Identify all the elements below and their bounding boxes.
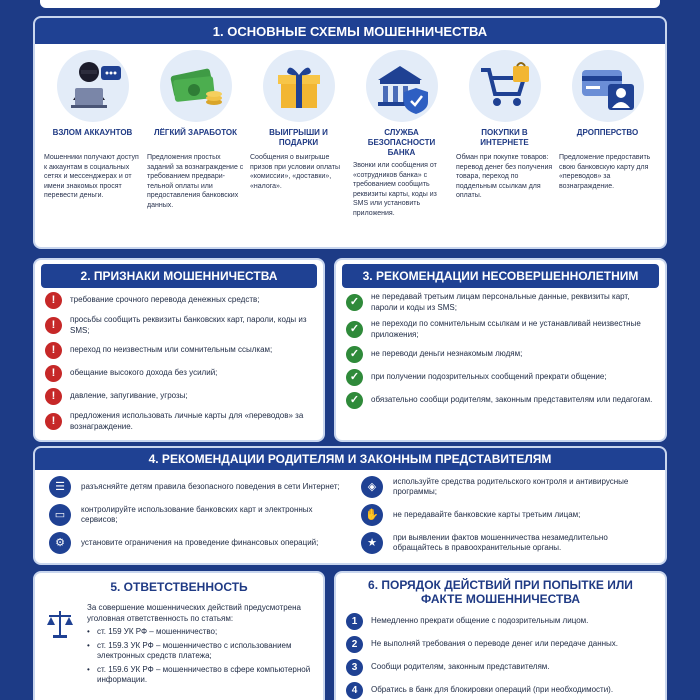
step-text: Сообщи родителям, законным представителям. [371, 662, 550, 672]
list-item [45, 365, 315, 382]
recommendations-list [346, 292, 657, 415]
list-item [45, 315, 315, 336]
step-number: 1 [346, 613, 363, 630]
schemes-row [41, 50, 659, 218]
parents-right-column [361, 476, 655, 560]
article-item: • ст. 159 УК РФ – мошенничество; [87, 627, 315, 638]
bank-shield-icon [366, 50, 438, 122]
scheme-title: ВЗЛОМ АККАУНТОВ [52, 128, 133, 137]
scheme-item [247, 50, 350, 218]
hand-card-icon: ✋ [361, 504, 383, 526]
list-item-text: обязательно сообщи родителям, законным представителям или педагогам. [371, 395, 653, 405]
list-item-text: используйте средства родительского контроля и антивирусные программы; [393, 476, 629, 496]
step-text: Обратись в банк для блокировки операций (при необходимости). [371, 685, 614, 695]
parents-recommendations-section [33, 446, 667, 565]
step-text: Немедленно прекрати общение с подозрительным лицом. [371, 616, 589, 626]
hacker-laptop-icon [57, 50, 129, 122]
fraud-schemes-section [33, 16, 667, 249]
step-text: Не выполняй требования о переводе денег или передаче данных. [371, 639, 619, 649]
settings-gear-icon: ⚙ [49, 532, 71, 554]
checkmark-icon: ✓ [346, 369, 363, 386]
section-title: 4. РЕКОМЕНДАЦИИ РОДИТЕЛЯМ И ЗАКОННЫМ ПРЕДСТАВИТЕЛЯМ [35, 448, 665, 470]
list-item [49, 476, 343, 498]
steps-list [346, 613, 657, 700]
list-item-text: не передавай третьим лицам персональные данные, реквизиты карт, пароли и коды из SMS; [371, 292, 630, 312]
article-item: • ст. 159.3 УК РФ – мошенничество с использованием электронных средств платежа; [87, 641, 315, 662]
bank-card-person-icon [572, 50, 644, 122]
checkmark-icon: ✓ [346, 294, 363, 311]
scheme-description: Предложение предоставить свою банковскую карту для «переводов» за вознаграждение. [559, 154, 651, 190]
scheme-title: ПОКУПКИ В ИНТЕРНЕТЕ [480, 128, 529, 147]
bank-card-icon: ▭ [49, 504, 71, 526]
checkmark-icon: ✓ [346, 392, 363, 409]
list-item [49, 504, 343, 526]
fraud-signs-section [33, 258, 325, 442]
articles-list [87, 627, 315, 686]
header-banner-edge [38, 0, 662, 10]
list-item-text: просьбы сообщить реквизиты банковских карт, пароли, коды из SMS; [70, 315, 307, 335]
list-item-text: переход по неизвестным или сомнительным ссылкам; [70, 345, 273, 355]
scheme-item [556, 50, 659, 218]
list-item [45, 388, 315, 405]
list-item-text: предложения использовать личные карты для «переводов» за вознаграждение. [70, 411, 304, 431]
chat-bubble-icon: ☰ [49, 476, 71, 498]
list-item-text: не переходи по сомнительным ссылкам и не устанавливай неизвестные приложения; [371, 319, 641, 339]
step-item [346, 682, 657, 699]
list-item [45, 411, 315, 432]
list-item [45, 342, 315, 359]
list-item [45, 292, 315, 309]
exclamation-icon: ! [45, 388, 62, 405]
exclamation-icon: ! [45, 342, 62, 359]
shield-icon: ◈ [361, 476, 383, 498]
list-item-text: требование срочного перевода денежных средств; [70, 295, 260, 305]
scheme-description: Сообщения о выигрыше призов при условии оплаты «комиссии», «доставки», «налога». [250, 154, 341, 190]
minors-recommendations-section [334, 258, 667, 442]
step-number: 4 [346, 682, 363, 699]
exclamation-icon: ! [45, 413, 62, 430]
step-item [346, 613, 657, 630]
list-item-text: разъясняйте детям правила безопасного поведения в сети Интернет; [81, 481, 340, 491]
list-item-text: обещание высокого дохода без усилий; [70, 368, 218, 378]
scales-icon [43, 607, 77, 641]
responsibility-text [87, 603, 315, 689]
exclamation-icon: ! [45, 292, 62, 309]
scheme-description: Мошенники получают доступ к аккаунтам в социальных сетях и мессенджерах и от имени знакомых просят перевести деньги. [44, 154, 139, 199]
list-item-text: давление, запугивание, угрозы; [70, 391, 188, 401]
section-title: 1. ОСНОВНЫЕ СХЕМЫ МОШЕННИЧЕСТВА [35, 18, 665, 44]
scheme-item [453, 50, 556, 218]
list-item-text: не переводи деньги незнакомым людям; [371, 349, 523, 359]
section-title: 3. РЕКОМЕНДАЦИИ НЕСОВЕРШЕННОЛЕТНИМ [342, 264, 659, 288]
list-item [361, 504, 655, 526]
scheme-item [41, 50, 144, 218]
list-item-text: не передавайте банковские карты третьим лицам; [393, 509, 581, 519]
list-item-text: при получении подозрительных сообщений прекрати общение; [371, 372, 607, 382]
list-item [346, 392, 657, 409]
signs-list [45, 292, 315, 438]
section-title: 2. ПРИЗНАКИ МОШЕННИЧЕСТВА [41, 264, 317, 288]
list-item [361, 476, 655, 498]
list-item [346, 346, 657, 363]
list-item-text: при выявлении фактов мошенничества незамедлительно обращайтесь в правоохранительные органы. [393, 532, 608, 552]
parents-columns [49, 476, 655, 560]
step-number: 3 [346, 659, 363, 676]
exclamation-icon: ! [45, 317, 62, 334]
scheme-title: ДРОППЕРСТВО [576, 128, 639, 137]
responsibility-section [33, 571, 325, 700]
list-item [346, 292, 657, 313]
checkmark-icon: ✓ [346, 346, 363, 363]
step-item [346, 636, 657, 653]
scheme-description: Звонки или сообщения от «сотрудников банка» с требованием сообщить реквизиты карты, коды из SMS или установить приложения. [353, 162, 437, 217]
scheme-description: Предложения простых заданий за вознаграждение с требованием предварительной оплаты или предоставления банковских данных. [147, 154, 244, 209]
scheme-title: ВЫИГРЫШИ И ПОДАРКИ [269, 128, 328, 147]
section-title: 5. ОТВЕТСТВЕННОСТЬ [35, 575, 323, 599]
list-item [361, 532, 655, 554]
list-item-text: установите ограничения на проведение финансовых операций; [81, 537, 319, 547]
list-item [49, 532, 343, 554]
list-item [346, 369, 657, 386]
exclamation-icon: ! [45, 365, 62, 382]
scheme-item [144, 50, 247, 218]
scheme-title: СЛУЖБА БЕЗОПАСНОСТИ БАНКА [367, 128, 436, 157]
police-badge-icon: ★ [361, 532, 383, 554]
list-item-text: контролируйте использование банковских карт и электронных сервисов; [81, 504, 313, 524]
responsibility-intro: За совершение мошеннических действий предусмотрена уголовная ответственность по статьям: [87, 603, 301, 623]
section-title: 6. ПОРЯДОК ДЕЙСТВИЙ ПРИ ПОПЫТКЕ ИЛИ ФАКТЕ МОШЕННИЧЕСТВА [336, 575, 665, 609]
parents-left-column [49, 476, 343, 560]
list-item [346, 319, 657, 340]
action-procedure-section [334, 571, 667, 700]
scheme-item [350, 50, 453, 218]
scheme-title: ЛЁГКИЙ ЗАРАБОТОК [153, 128, 238, 137]
scheme-description: Обман при покупке товаров: перевод денег без получения товара, переход по поддельным ссылкам для оплаты. [456, 154, 553, 199]
article-item: • ст. 159.6 УК РФ – мошенничество в сфере компьютерной информации. [87, 665, 315, 686]
checkmark-icon: ✓ [346, 321, 363, 338]
step-item [346, 659, 657, 676]
shopping-cart-icon [469, 50, 541, 122]
money-stack-icon [160, 50, 232, 122]
step-number: 2 [346, 636, 363, 653]
gift-box-icon [263, 50, 335, 122]
